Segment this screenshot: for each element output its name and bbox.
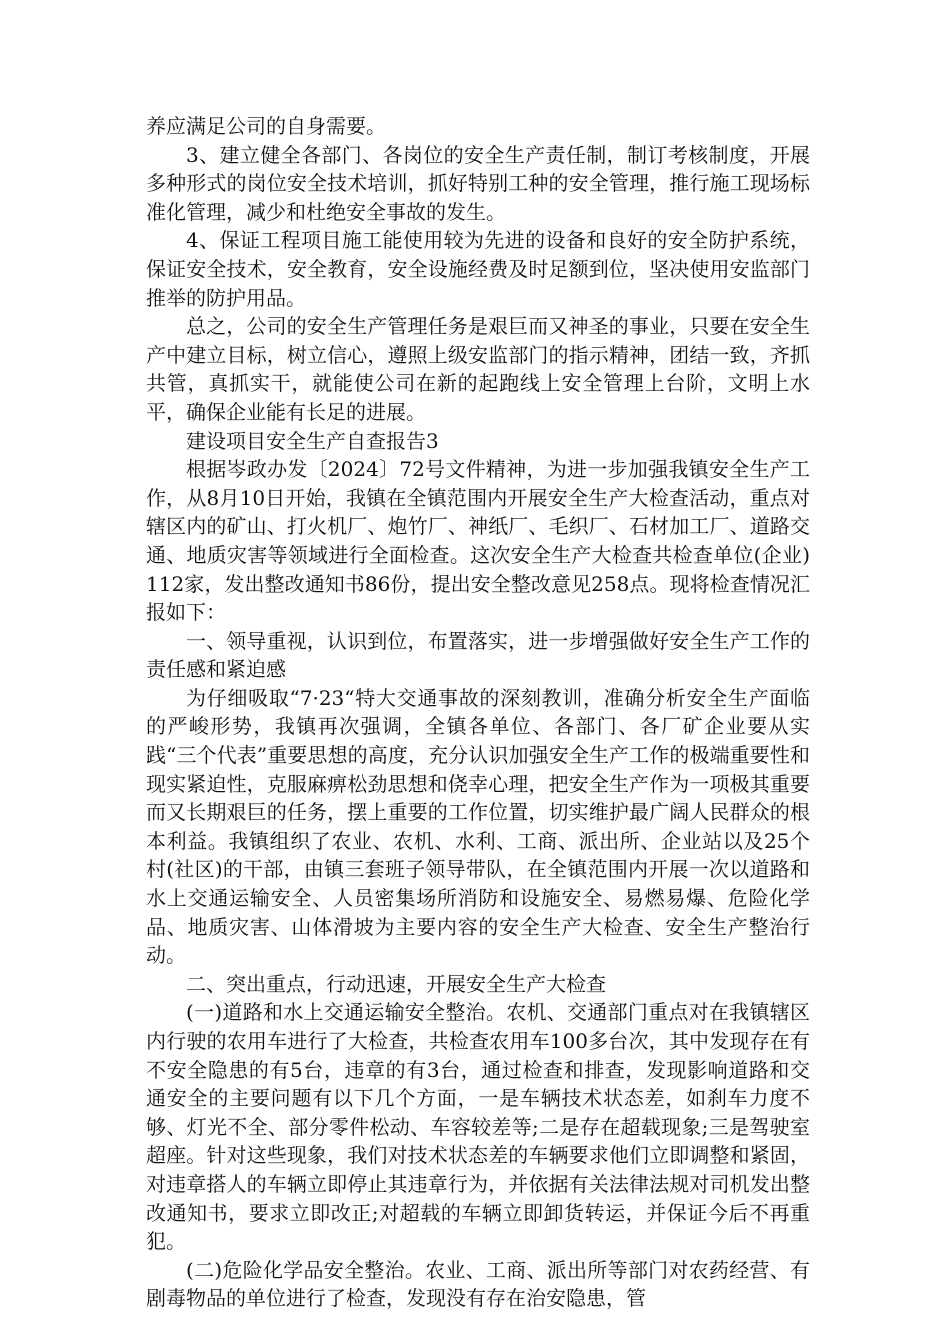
paragraph-summary: 总之，公司的安全生产管理任务是艰巨而又神圣的事业，只要在安全生产中建立目标，树立信心，遵照上级安监部门的指示精神，团结一致，齐抓共管，真抓实干，就能使公司在新的起跑线上安全管理上台阶，文明上水平，确保企业能有长足的进展。 (146, 314, 810, 424)
document-body (146, 112, 810, 1313)
paragraph-chemical-safety: (二)危险化学品安全整治。农业、工商、派出所等部门对农药经营、有剧毒物品的单位进行了检查，发现没有存在治安隐患，管 (146, 1257, 810, 1311)
report-title: 建设项目安全生产自查报告3 (186, 428, 439, 453)
paragraph-item-3: 3、建立健全各部门、各岗位的安全生产责任制，制订考核制度，开展多种形式的岗位安全技术培训，抓好特别工种的安全管理，推行施工现场标准化管理，减少和杜绝安全事故的发生。 (146, 142, 810, 224)
paragraph-continuation: 养应满足公司的自身需要。 (146, 114, 386, 138)
paragraph-item-4: 4、保证工程项目施工能使用较为先进的设备和良好的安全防护系统，保证安全技术，安全教育，安全设施经费及时足额到位，坚决使用安监部门推举的防护用品。 (146, 228, 810, 310)
paragraph-intro: 根据岑政办发〔2024〕72号文件精神，为进一步加强我镇安全生产工作，从8月10日开始，我镇在全镇范围内开展安全生产大检查活动，重点对辖区内的矿山、打火机厂、炮竹厂、神纸厂、毛织厂、石材加工厂、道路交通、地质灾害等领域进行全面检查。这次安全生产大检查共检查单位(企业)112家，发出整改通知书86份，提出安全整改意见258点。现将检查情况汇报如下： (146, 457, 810, 625)
section-heading-2: 二、突出重点，行动迅速，开展安全生产大检查 (186, 971, 606, 996)
paragraph-section-1: 为仔细吸取“7·23“特大交通事故的深刻教训，准确分析安全生产面临的严峻形势，我镇再次强调，全镇各单位、各部门、各厂矿企业要从实践“三个代表”重要思想的高度，充分认识加强安全生产工作的极端重要性和现实紧迫性，克服麻痹松劲思想和侥幸心理，把安全生产作为一项极其重要而又长期艰巨的任务，摆上重要的工作位置，切实维护最广阔人民群众的根本利益。我镇组织了农业、农机、水利、工商、派出所、企业站以及25个村(社区)的干部，由镇三套班子领导带队，在全镇范围内开展一次以道路和水上交通运输安全、人员密集场所消防和设施安全、易燃易爆、危险化学品、地质灾害、山体滑坡为主要内容的安全生产大检查、安全生产整治行动。 (146, 685, 810, 968)
paragraph-traffic-safety: (一)道路和水上交通运输安全整治。农机、交通部门重点对在我镇辖区内行驶的农用车进行了大检查，共检查农用车100多台次，其中发现存在有不安全隐患的有5台，违章的有3台，通过检查和排查，发现影响道路和交通安全的主要问题有以下几个方面，一是车辆技术状态差，如刹车力度不够、灯光不全、部分零件松动、车容较差等;二是存在超载现象;三是驾驶室超座。针对这些现象，我们对技术状态差的车辆要求他们立即调整和紧固，对违章搭人的车辆立即停止其违章行为，并依据有关法律法规对司机发出整改通知书，要求立即改正;对超载的车辆立即卸货转运，并保证今后不再重犯。 (146, 1000, 810, 1254)
section-heading-1: 一、领导重视，认识到位，布置落实，进一步增强做好安全生产工作的责任感和紧迫感 (146, 628, 810, 682)
